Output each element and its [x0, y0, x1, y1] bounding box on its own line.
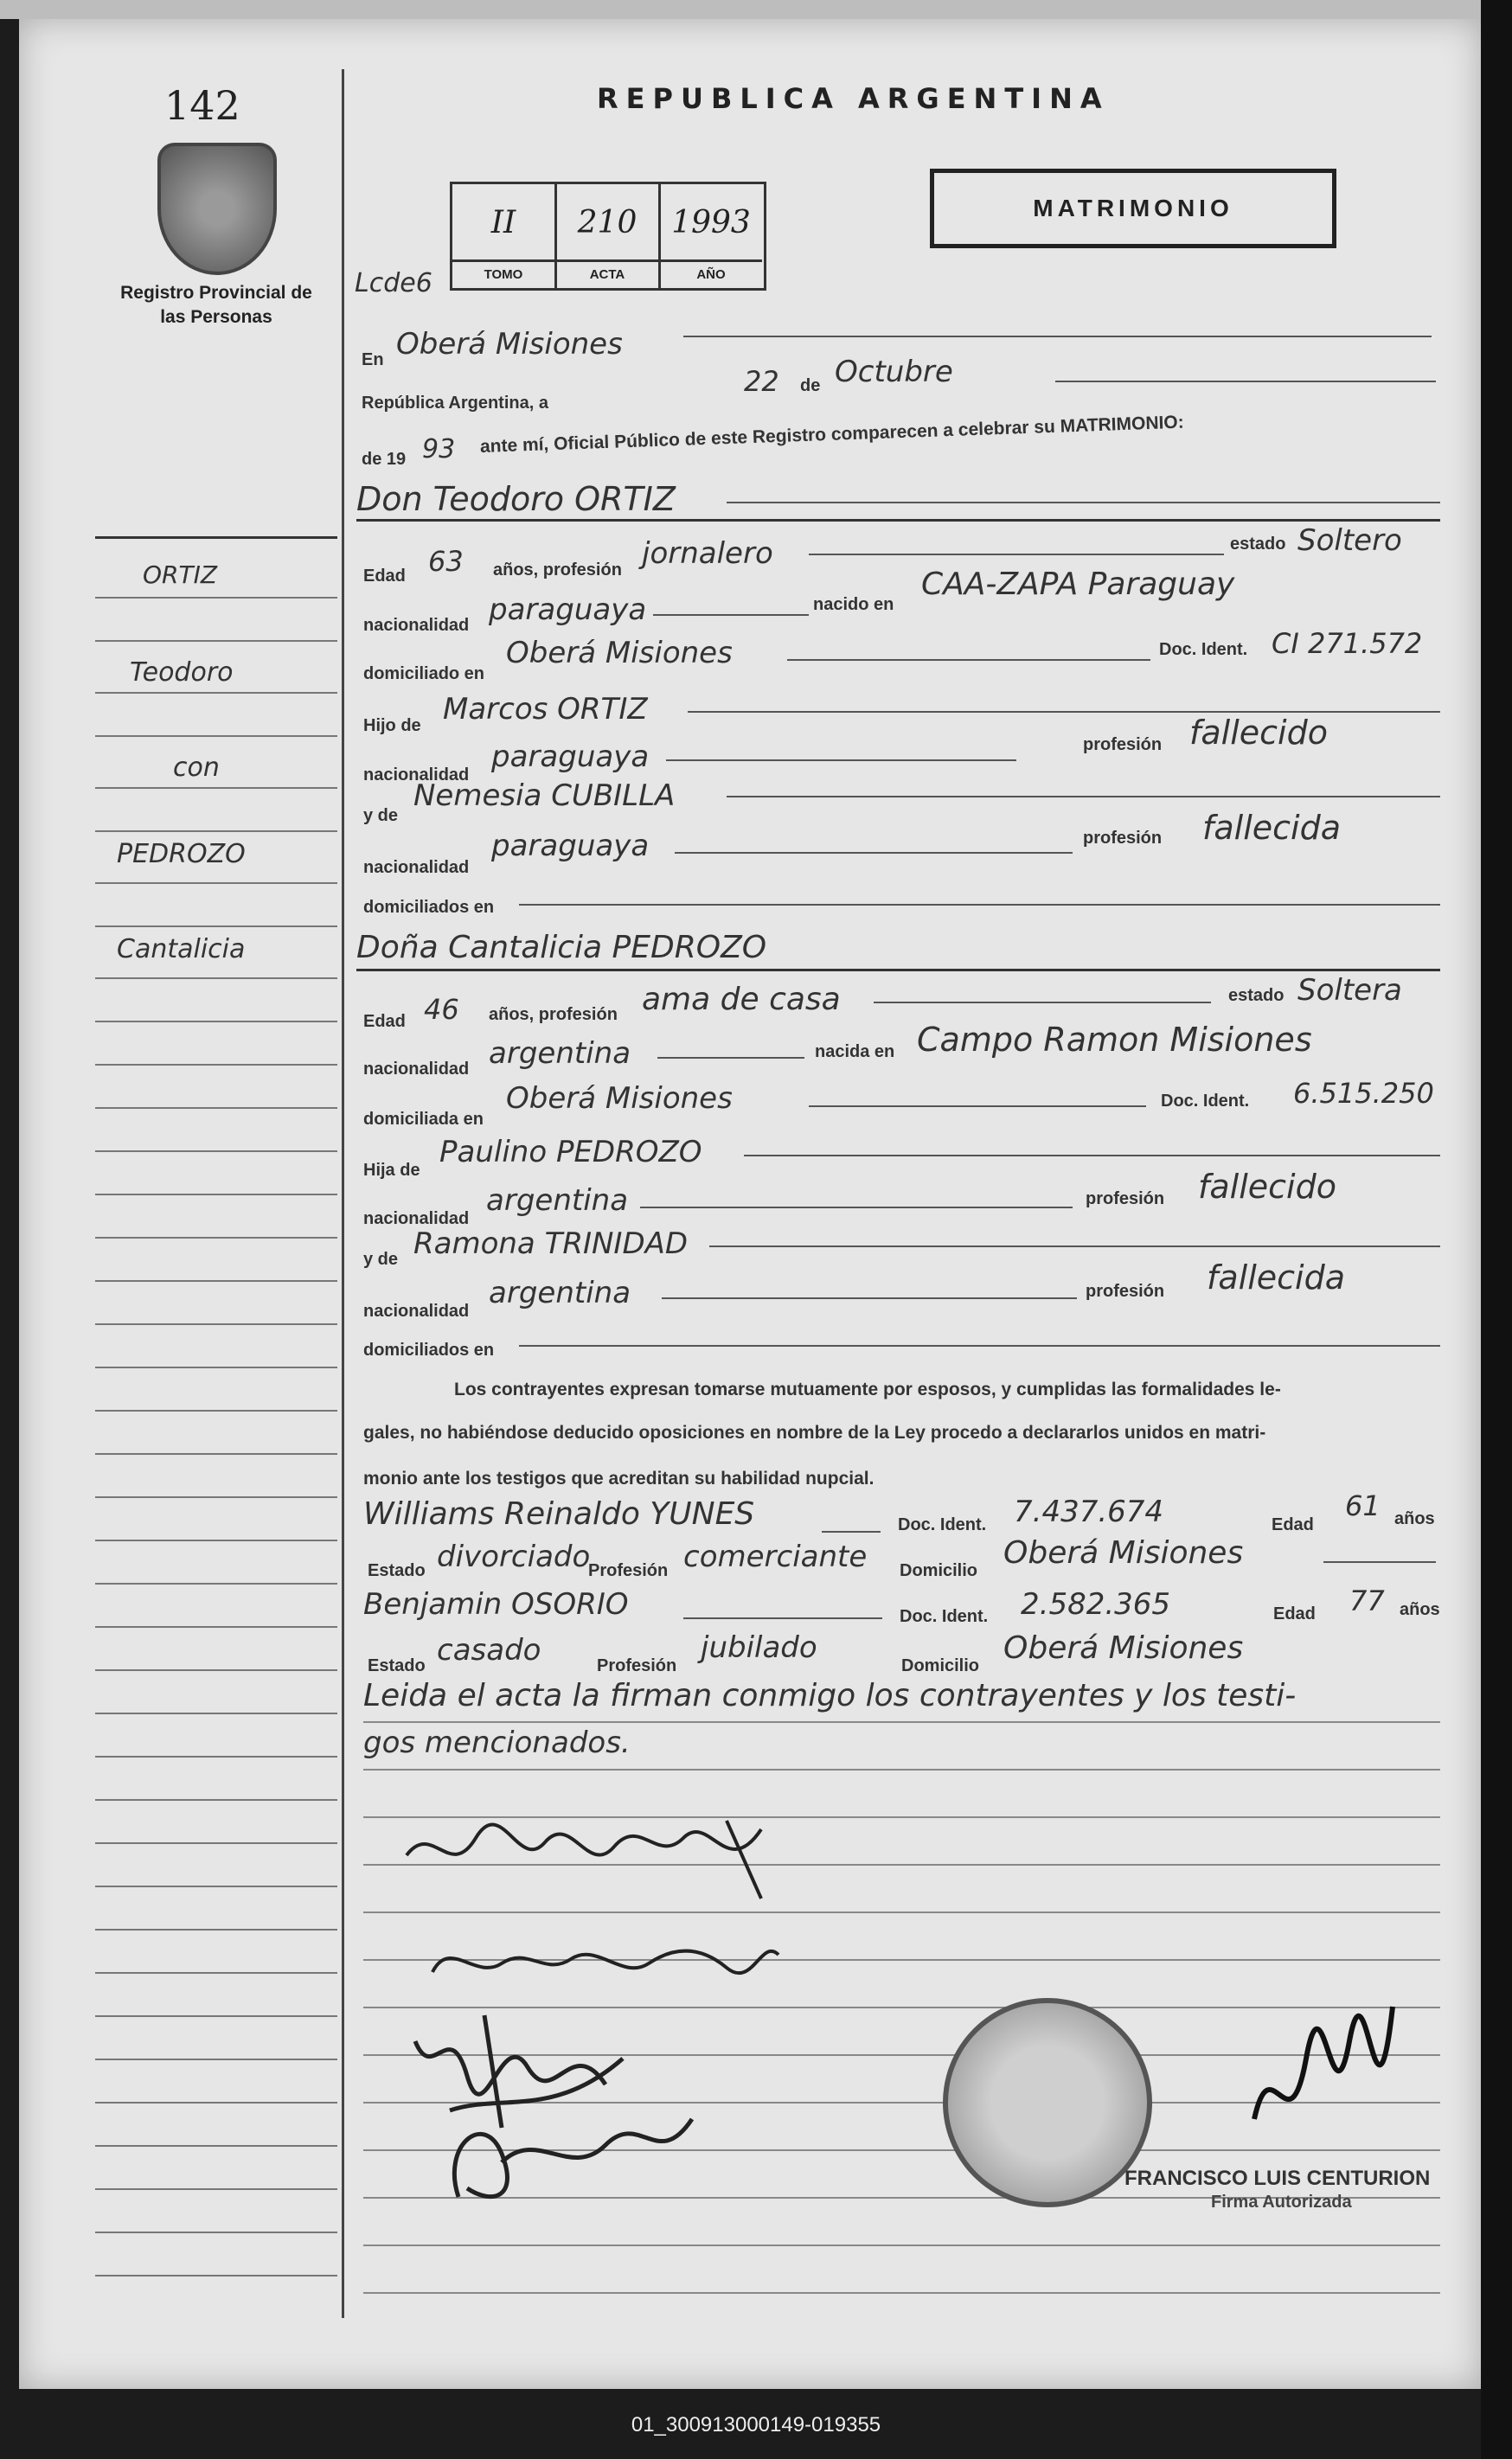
groom-occupation: jornalero	[642, 536, 773, 571]
witness-1-age: 61	[1345, 1489, 1381, 1522]
witness-2-occupation: jubilado	[701, 1630, 817, 1665]
intro-day: 22	[744, 365, 779, 398]
officer-title: Firma Autorizada	[1211, 2193, 1352, 2212]
form-rule	[822, 1531, 881, 1533]
margin-rule	[95, 1453, 337, 1455]
form-rule	[744, 1155, 1440, 1156]
witness-profession-label: Profesión	[597, 1656, 677, 1675]
hija-label: Hija de	[363, 1161, 420, 1180]
groom-birthplace: CAA-ZAPA Paraguay	[921, 567, 1235, 602]
form-rule	[683, 336, 1432, 337]
witness-domicile-label: Domicilio	[901, 1656, 980, 1675]
officer-name: FRANCISCO LUIS CENTURION	[1124, 2167, 1431, 2190]
margin-rule	[95, 2015, 337, 2017]
witness-years-label: años	[1394, 1509, 1435, 1528]
bride-occupation: ama de casa	[642, 982, 841, 1017]
book-spine	[0, 0, 1512, 19]
intro-statement: ante mí, Oficial Público de este Registro comparecen a celebrar su MATRIMONIO:	[479, 412, 1185, 457]
groom-status: Soltero	[1297, 523, 1402, 558]
anos-profesion-label: años, profesión	[489, 1005, 618, 1024]
margin-rule	[95, 1756, 337, 1758]
profesion-label: profesión	[1086, 1282, 1165, 1301]
groom-father-occupation: fallecido	[1189, 714, 1328, 752]
margin-surname-2: PEDROZO	[117, 839, 246, 869]
official-stamp-icon	[943, 1998, 1152, 2207]
closing-line-2: gos mencionados.	[363, 1726, 631, 1760]
form-rule	[688, 711, 1440, 713]
tomo-cell	[452, 184, 557, 288]
domiciliados-label: domiciliados en	[363, 1341, 495, 1360]
section-rule	[356, 969, 1440, 971]
bride-mother-nationality: argentina	[489, 1276, 631, 1310]
margin-divider	[342, 69, 344, 2318]
margin-rule	[95, 925, 337, 927]
form-rule	[727, 796, 1440, 797]
witness-profession-label: Profesión	[588, 1561, 669, 1580]
estado-label: estado	[1230, 535, 1286, 554]
estado-label: estado	[1228, 986, 1285, 1005]
margin-rule	[95, 882, 337, 884]
section-rule	[356, 519, 1440, 522]
groom-signature	[398, 1803, 796, 1907]
witness-1-name: Williams Reinaldo YUNES	[363, 1496, 755, 1532]
margin-rule	[95, 1496, 337, 1498]
de-label: de	[800, 376, 821, 395]
declaration-line-2: gales, no habiéndose deducido oposiciones en nombre de la Ley procedo a declararlos unidos en matri-	[363, 1423, 1266, 1443]
margin-rule	[95, 2188, 337, 2190]
hijo-label: Hijo de	[363, 716, 421, 735]
nacida-label: nacida en	[815, 1042, 895, 1061]
form-rule	[1055, 381, 1436, 382]
image-identifier: 01_300913000149-019355	[631, 2413, 881, 2437]
margin-rule	[95, 1540, 337, 1541]
nacionalidad-label: nacionalidad	[363, 1302, 470, 1321]
witness-2-signature	[432, 2093, 709, 2214]
form-rule	[519, 904, 1440, 906]
writing-line	[363, 2292, 1440, 2294]
country-title: REPUBLICA ARGENTINA	[597, 82, 1110, 115]
margin-rule	[95, 692, 337, 694]
nacionalidad-label: nacionalidad	[363, 765, 470, 784]
bride-residence: Oberá Misiones	[506, 1081, 733, 1116]
witness-doc-label: Doc. Ident.	[898, 1515, 987, 1534]
form-rule	[653, 614, 809, 616]
margin-con: con	[173, 752, 220, 783]
form-rule	[1323, 1561, 1436, 1563]
anio-value: 1993	[671, 205, 751, 240]
form-rule	[666, 759, 1016, 761]
edad-label: Edad	[363, 1012, 406, 1031]
bride-mother-occupation: fallecida	[1207, 1258, 1346, 1297]
margin-rule	[95, 1194, 337, 1195]
witness-2-residence: Oberá Misiones	[1003, 1630, 1244, 1666]
groom-father-nationality: paraguaya	[491, 740, 650, 774]
tomo-value: II	[490, 205, 516, 240]
margin-rule	[95, 1237, 337, 1239]
intro-place: Oberá Misiones	[396, 327, 623, 362]
bride-age: 46	[424, 993, 459, 1026]
writing-line	[363, 1769, 1440, 1771]
de19-label: de 19	[362, 450, 407, 469]
anio-label: AÑO	[660, 259, 762, 288]
witness-1-status: divorciado	[437, 1540, 591, 1574]
form-rule	[640, 1207, 1073, 1208]
groom-name: Don Teodoro ORTIZ	[356, 480, 676, 518]
margin-rule	[95, 1323, 337, 1325]
margin-rule	[95, 1669, 337, 1671]
margin-surname: ORTIZ	[143, 560, 218, 589]
profesion-label: profesión	[1086, 1189, 1165, 1208]
witness-age-label: Edad	[1273, 1604, 1316, 1623]
witness-2-status: casado	[437, 1633, 541, 1668]
witness-1-occupation: comerciante	[683, 1540, 868, 1574]
tomo-label: TOMO	[452, 259, 554, 288]
form-rule	[874, 1002, 1211, 1003]
witness-domicile-label: Domicilio	[900, 1561, 978, 1580]
form-rule	[809, 1105, 1146, 1107]
form-rule	[675, 852, 1073, 854]
profesion-label: profesión	[1083, 829, 1163, 848]
margin-rule	[95, 735, 337, 737]
record-ref-table	[450, 182, 766, 291]
bride-father-nationality: argentina	[486, 1183, 629, 1218]
margin-rule	[95, 1583, 337, 1585]
yde-label: y de	[363, 1250, 399, 1269]
bride-father: Paulino PEDROZO	[439, 1135, 702, 1169]
bride-father-occupation: fallecido	[1198, 1168, 1336, 1206]
margin-rule	[95, 1150, 337, 1152]
bride-birthplace: Campo Ramon Misiones	[917, 1021, 1312, 1059]
form-rule	[657, 1057, 804, 1059]
witness-age-label: Edad	[1272, 1515, 1314, 1534]
domiciliados-label: domiciliados en	[363, 898, 495, 917]
form-rule	[519, 1345, 1440, 1347]
province-seal-icon	[157, 143, 277, 275]
margin-rule	[95, 1886, 337, 1887]
writing-line	[363, 1721, 1440, 1723]
intro-month: Octubre	[835, 355, 953, 389]
closing-line-1: Leida el acta la firman conmigo los contrayentes y los testi-	[363, 1678, 1297, 1713]
bride-mother: Ramona TRINIDAD	[413, 1226, 689, 1261]
margin-rule	[95, 830, 337, 832]
groom-mother-occupation: fallecida	[1202, 809, 1342, 847]
intro-year: 93	[422, 434, 456, 464]
nacionalidad-label: nacionalidad	[363, 1060, 470, 1079]
officer-signature	[1237, 1989, 1410, 2180]
witness-2-age: 77	[1349, 1585, 1385, 1617]
bride-name: Doña Cantalicia PEDROZO	[356, 930, 767, 965]
writing-line	[363, 2244, 1440, 2246]
margin-rule	[95, 536, 337, 539]
witness-1-residence: Oberá Misiones	[1003, 1535, 1244, 1571]
margin-rule	[95, 1021, 337, 1022]
groom-nationality: paraguaya	[489, 592, 647, 627]
form-rule	[809, 554, 1224, 555]
margin-rule	[95, 787, 337, 789]
margin-rule	[95, 2102, 337, 2104]
form-rule	[662, 1297, 1077, 1299]
bride-signature	[424, 1929, 787, 1998]
acta-cell	[556, 184, 661, 288]
margin-rule	[95, 1799, 337, 1801]
profesion-label: profesión	[1083, 735, 1163, 754]
nacionalidad-label: nacionalidad	[363, 858, 470, 877]
anos-profesion-label: años, profesión	[493, 560, 622, 580]
witness-2-id: 2.582.365	[1021, 1587, 1171, 1622]
nacido-label: nacido en	[813, 595, 894, 614]
witness-2-name: Benjamin OSORIO	[363, 1587, 629, 1622]
nacionalidad-label: nacionalidad	[363, 1209, 470, 1228]
margin-rule	[95, 1972, 337, 1974]
witness-doc-label: Doc. Ident.	[900, 1607, 989, 1626]
page-edge	[1481, 0, 1512, 2459]
yde-label: y de	[363, 806, 399, 825]
margin-rule	[95, 1410, 337, 1412]
republica-label: República Argentina, a	[362, 394, 548, 413]
domiciliado-label: domiciliado en	[363, 664, 485, 683]
declaration-line-1: Los contrayentes expresan tomarse mutuamente por esposos, y cumplidas las formalidades le-	[454, 1380, 1281, 1399]
margin-rule	[95, 1367, 337, 1368]
margin-rule	[95, 2145, 337, 2147]
form-rule	[787, 659, 1150, 661]
en-label: En	[362, 350, 384, 369]
margin-rule	[95, 1626, 337, 1628]
groom-age: 63	[428, 545, 464, 578]
groom-id: CI 271.572	[1272, 627, 1423, 660]
doc-type-box	[930, 169, 1336, 248]
acta-value: 210	[577, 205, 637, 240]
doc-type: MATRIMONIO	[1033, 195, 1233, 221]
witness-years-label: años	[1400, 1600, 1440, 1619]
groom-residence: Oberá Misiones	[506, 636, 733, 670]
margin-rule	[95, 1280, 337, 1282]
edad-label: Edad	[363, 567, 406, 586]
code-note: Lcde6	[355, 268, 432, 298]
margin-rule	[95, 1107, 337, 1109]
margin-rule	[95, 1842, 337, 1844]
margin-given-name-2: Cantalicia	[117, 934, 246, 964]
bride-id: 6.515.250	[1293, 1077, 1434, 1110]
margin-rule	[95, 977, 337, 979]
form-rule	[683, 1617, 882, 1619]
witness-estado-label: Estado	[368, 1656, 426, 1675]
acta-label: ACTA	[556, 259, 658, 288]
margin-rule	[95, 640, 337, 642]
form-rule	[709, 1246, 1440, 1247]
anio-cell	[660, 184, 762, 288]
witness-1-id: 7.437.674	[1014, 1495, 1164, 1529]
margin-given-name: Teodoro	[130, 657, 234, 688]
bride-status: Soltera	[1297, 973, 1402, 1008]
groom-mother: Nemesia CUBILLA	[413, 778, 676, 813]
groom-mother-nationality: paraguaya	[491, 829, 650, 863]
registry-name: Registro Provincial de las Personas	[120, 283, 312, 327]
groom-father: Marcos ORTIZ	[443, 692, 648, 727]
margin-rule	[95, 2232, 337, 2233]
doc-ident-label: Doc. Ident.	[1161, 1092, 1250, 1111]
declaration-line-3: monio ante los testigos que acreditan su habilidad nupcial.	[363, 1469, 875, 1489]
domiciliada-label: domiciliada en	[363, 1110, 484, 1129]
margin-rule	[95, 1713, 337, 1714]
writing-line	[363, 1911, 1440, 1913]
bride-nationality: argentina	[489, 1036, 631, 1071]
form-rule	[727, 502, 1440, 503]
doc-ident-label: Doc. Ident.	[1159, 640, 1248, 659]
nacionalidad-label: nacionalidad	[363, 616, 470, 635]
page-number: 142	[164, 82, 240, 129]
margin-rule	[95, 1064, 337, 1066]
margin-rule	[95, 1929, 337, 1931]
witness-estado-label: Estado	[368, 1561, 426, 1580]
margin-rule	[95, 2275, 337, 2276]
margin-rule	[95, 597, 337, 599]
margin-rule	[95, 2059, 337, 2060]
